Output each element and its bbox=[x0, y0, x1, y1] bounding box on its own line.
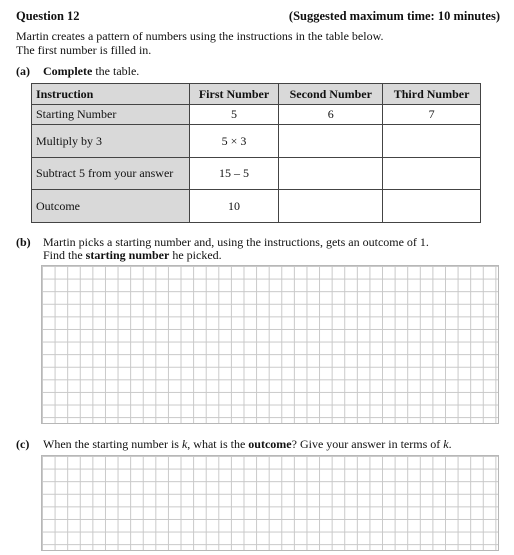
cell-first-number: 5 bbox=[189, 105, 279, 125]
part-c-bold-outcome: outcome bbox=[248, 437, 292, 451]
table-row bbox=[32, 125, 481, 158]
part-a-instruction-bold: Complete bbox=[43, 64, 93, 78]
part-c-variable-k: k bbox=[181, 437, 188, 451]
pattern-table bbox=[31, 83, 481, 223]
suggested-time-note: (Suggested maximum time: 10 minutes) bbox=[288, 9, 500, 23]
row-label-starting-number: Starting Number bbox=[32, 105, 190, 125]
part-b-line-1: Martin picks a starting number and, using the instructions, gets an outcome of 1. bbox=[43, 235, 429, 249]
part-c-answer-grid[interactable] bbox=[41, 455, 499, 551]
table-row bbox=[32, 158, 481, 190]
answer-cell-second-multiply[interactable] bbox=[279, 125, 383, 158]
answer-cell-second-subtract[interactable] bbox=[279, 158, 383, 190]
part-c-label: (c) bbox=[16, 437, 30, 451]
part-b-line-2-bold: starting number bbox=[85, 248, 170, 262]
part-c-mid: , what is the bbox=[187, 437, 249, 451]
part-c-pre: When the starting number is bbox=[43, 437, 182, 451]
header-second-number: Second Number bbox=[279, 84, 383, 105]
cell-third-number: 7 bbox=[383, 105, 481, 125]
table-row bbox=[32, 105, 481, 125]
part-c-post: ? Give your answer in terms of bbox=[291, 437, 444, 451]
answer-cell-third-multiply[interactable] bbox=[383, 125, 481, 158]
part-a-label: (a) bbox=[16, 64, 30, 78]
part-c-question bbox=[43, 437, 452, 452]
table-header-row bbox=[32, 84, 481, 105]
question-intro-line-2: The first number is filled in. bbox=[16, 43, 152, 57]
answer-cell-second-outcome[interactable] bbox=[279, 190, 383, 223]
row-label-subtract: Subtract 5 from your answer bbox=[32, 158, 190, 190]
header-instruction: Instruction bbox=[32, 84, 190, 105]
part-a-instruction bbox=[43, 64, 139, 79]
part-c-variable-k-2: k bbox=[443, 437, 449, 451]
question-intro-line-1: Martin creates a pattern of numbers using the instructions in the table below. bbox=[16, 29, 384, 43]
header-first-number: First Number bbox=[189, 84, 279, 105]
part-b-line-2 bbox=[43, 248, 222, 263]
row-label-outcome: Outcome bbox=[32, 190, 190, 223]
part-b-line-2-pre: Find the bbox=[43, 248, 86, 262]
part-b-answer-grid[interactable] bbox=[41, 265, 499, 424]
answer-cell-third-outcome[interactable] bbox=[383, 190, 481, 223]
answer-cell-third-subtract[interactable] bbox=[383, 158, 481, 190]
question-title: Question 12 bbox=[16, 9, 80, 23]
cell-second-number: 6 bbox=[279, 105, 383, 125]
part-b-label: (b) bbox=[16, 235, 31, 249]
cell-first-number: 5 × 3 bbox=[189, 125, 279, 158]
table-row bbox=[32, 190, 481, 223]
row-label-multiply: Multiply by 3 bbox=[32, 125, 190, 158]
part-a-instruction-rest: the table. bbox=[92, 64, 140, 78]
cell-first-number: 10 bbox=[189, 190, 279, 223]
cell-first-number: 15 – 5 bbox=[189, 158, 279, 190]
part-c-end: . bbox=[448, 437, 452, 451]
part-b-line-2-post: he picked. bbox=[169, 248, 222, 262]
header-third-number: Third Number bbox=[383, 84, 481, 105]
